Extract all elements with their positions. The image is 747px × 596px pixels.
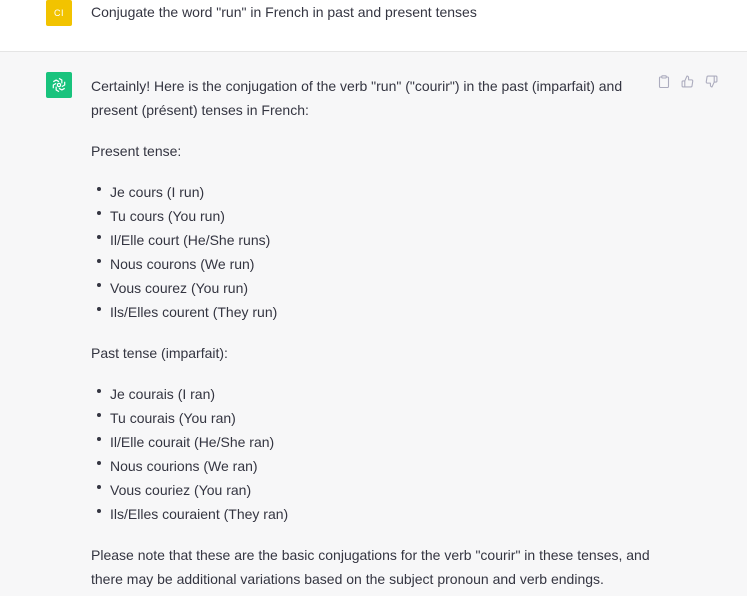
- thumbs-down-button[interactable]: [704, 74, 719, 89]
- list-item: Je courais (I ran): [91, 382, 651, 406]
- list-item: Ils/Elles courent (They run): [91, 300, 651, 324]
- openai-logo-icon: [50, 76, 68, 94]
- list-item: Je cours (I run): [91, 180, 651, 204]
- message-actions: [656, 74, 719, 89]
- list-item: Il/Elle court (He/She runs): [91, 228, 651, 252]
- intro-paragraph: Certainly! Here is the conjugation of the verb "run" ("courir") in the past (imparfait) and present (présent) tenses in French:: [91, 78, 623, 118]
- clipboard-icon: [658, 75, 670, 88]
- thumbs-down-icon: [705, 75, 718, 88]
- list-item: Tu courais (You ran): [91, 406, 651, 430]
- assistant-message-row: [0, 52, 747, 596]
- assistant-message-content: [91, 74, 651, 591]
- list-item: Nous courons (We run): [91, 252, 651, 276]
- present-tense-heading: Present tense:: [91, 143, 182, 159]
- copy-button[interactable]: [656, 74, 671, 89]
- list-item: Tu cours (You run): [91, 204, 651, 228]
- past-tense-list: [91, 382, 651, 526]
- list-item: Nous courions (We ran): [91, 454, 651, 478]
- user-message-text: Conjugate the word "run" in French in past and present tenses: [91, 4, 477, 20]
- list-item: Il/Elle courait (He/She ran): [91, 430, 651, 454]
- thumbs-up-button[interactable]: [680, 74, 695, 89]
- list-item: Ils/Elles couraient (They ran): [91, 502, 651, 526]
- closing-paragraph: Please note that these are the basic conjugations for the verb "courir" in these tenses, and there may be additional variations based on the subject pronoun and verb endings.: [91, 547, 650, 587]
- user-avatar: CI: [46, 0, 72, 26]
- past-tense-heading: Past tense (imparfait):: [91, 345, 228, 361]
- list-item: Vous courez (You run): [91, 276, 651, 300]
- assistant-avatar: [46, 72, 72, 98]
- list-item: Vous couriez (You ran): [91, 478, 651, 502]
- thumbs-up-icon: [681, 75, 694, 88]
- user-message-row: [0, 0, 747, 52]
- present-tense-list: [91, 180, 651, 324]
